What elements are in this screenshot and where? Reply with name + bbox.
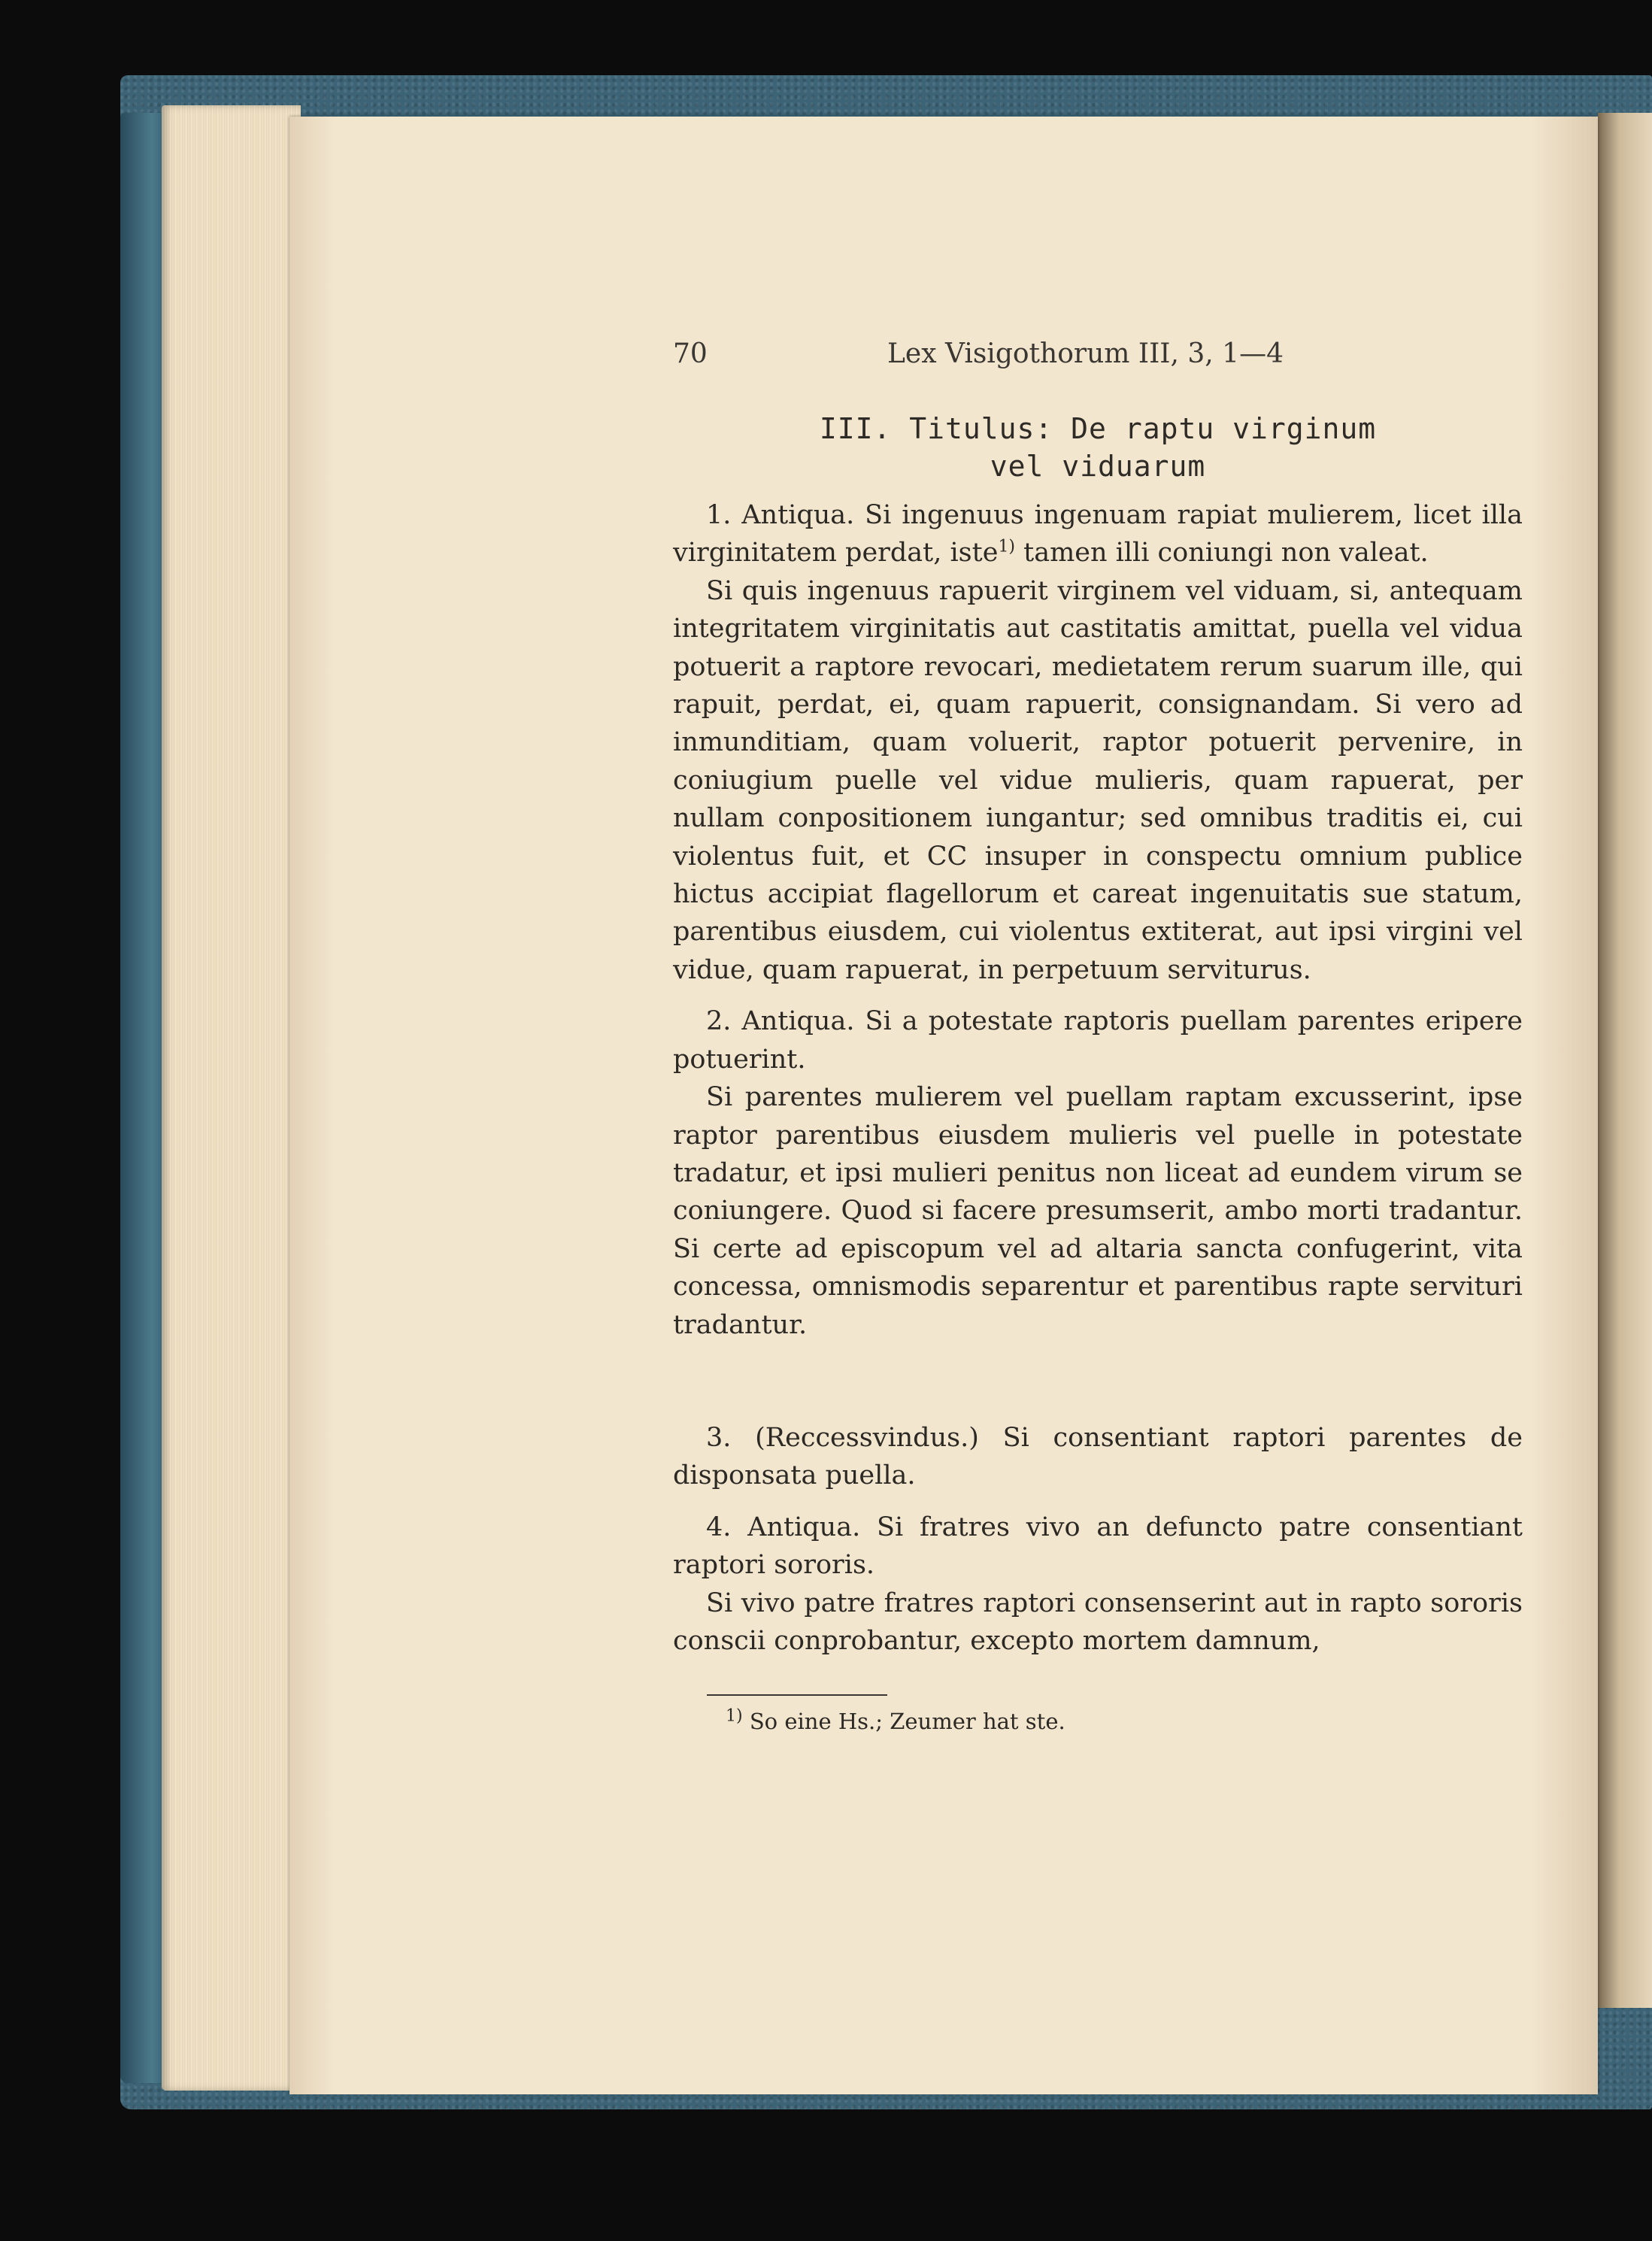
footnote-text: So eine Hs.; Zeumer hat ste. <box>749 1709 1065 1734</box>
paragraph: Si quis ingenuus rapuerit virginem vel viduam, si, antequam integritatem virginitatis aut castitatis amittat, puella vel vidua potuerit a raptore revocari, medietatem rerum suarum ille, qui rapuit, perdat, ei, quam rapuerit, consignandam. Si vero ad inmunditiam, quam voluerit, raptor potuerit pervenire, in coniugium puelle vel vidue mulieris, quam rapuerat, per nullam conpositionem iungantur; sed omnibus traditis ei, cui violentus fuit, et CC insuper in conspectu omnium publice hictus accipiat flagellorum et careat ingenuitatis sue statum, parentibus eiusdem, cui violentus extiterat, aut ipsi virgini vel vidue, quam rapuerat, in perpetuum serviturus. <box>673 575 1523 985</box>
section-title <box>673 410 1523 485</box>
footnote-marker: 1) <box>726 1706 743 1726</box>
footnote-ref: 1) <box>998 537 1016 556</box>
paragraph: Si parentes mulierem vel puellam raptam excusserint, ipse raptor parentibus eiusdem mulieris vel puelle in potestate tradatur, et ipsi mulieri penitus non liceat ad eundem virum se coniungere. Quod si facere presumserit, ambo morti tradantur. Si certe ad episcopum vel ad altaria sancta confugerint, vita concessa, omnismodis separentur et parentibus rapte servituri tradantur. <box>673 1082 1523 1340</box>
running-title: Lex Visigothorum III, 3, 1—4 <box>887 338 1284 369</box>
page-number: 70 <box>673 338 708 369</box>
paragraph-2-heading: 2. Antiqua. Si a potestate raptoris puellam parentes eripere potuerint. <box>673 1006 1523 1075</box>
page-header <box>673 338 1523 376</box>
section-title-line-1: III. Titulus: De raptu virginum <box>819 412 1377 445</box>
paragraph-3-heading: 3. (Reccessvindus.) Si consentiant raptori parentes de disponsata puella. <box>673 1422 1523 1491</box>
footnote <box>726 1706 1065 1734</box>
footnote-rule <box>707 1694 887 1696</box>
paragraph-1-heading <box>673 496 1523 572</box>
page-edges <box>162 105 301 2091</box>
facing-page-edge <box>1598 113 1652 2008</box>
paragraph-4-heading: 4. Antiqua. Si fratres vivo an defuncto patre consentiant raptori sororis. <box>673 1512 1523 1581</box>
paragraph-text: 1. Antiqua. Si ingenuus ingenuam rapiat mulierem, licet illa virginitatem perdat, iste <box>673 500 1523 569</box>
paragraph: Si vivo patre fratres raptori consenserint aut in rapto sororis conscii conprobantur, excepto mortem damnum, <box>673 1588 1523 1656</box>
body-text <box>673 496 1523 1660</box>
section-title-line-2: vel viduarum <box>990 450 1206 483</box>
paragraph-text: tamen illi coniungi non valeat. <box>1015 538 1429 569</box>
